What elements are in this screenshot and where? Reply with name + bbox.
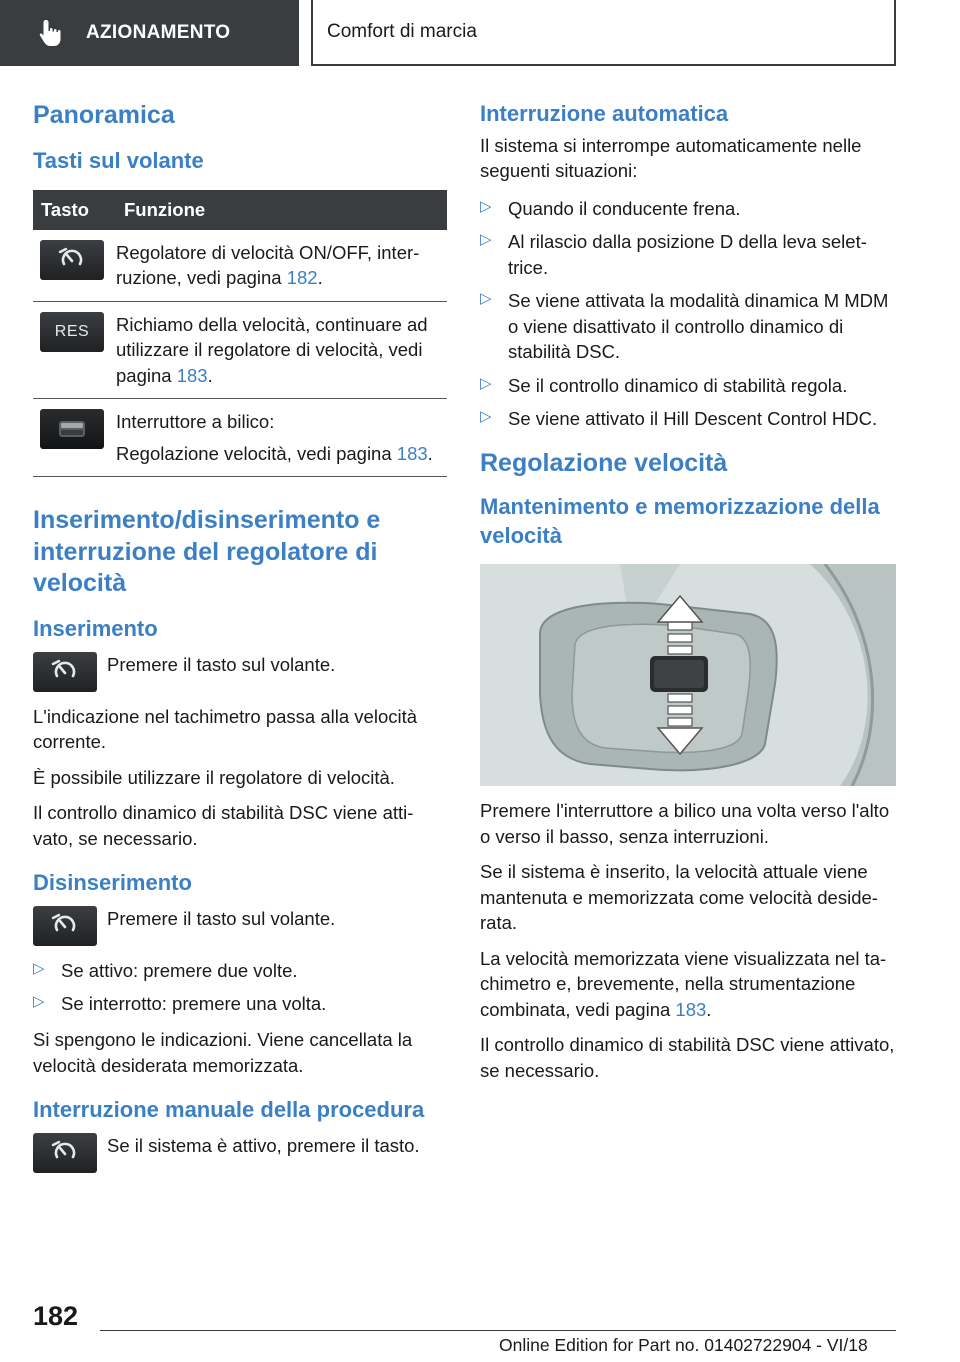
table-header-tasto: Tasto xyxy=(33,190,116,230)
page-number: 182 xyxy=(33,1301,79,1331)
page-link[interactable]: 182 xyxy=(286,267,318,289)
paragraph: Il controllo dinamico di stabilità DSC viene attivato, se necessario. xyxy=(480,1034,895,1081)
function-text-line1: Interruttore a bilico: xyxy=(116,411,275,433)
list-item: ▷ Al rilascio dalla posizione D della leva selettrice. xyxy=(480,231,867,278)
cruise-control-icon xyxy=(33,906,97,946)
triangle-bullet-icon: ▷ xyxy=(480,197,492,215)
disinserimento-instruction: Premere il tasto sul volante. xyxy=(33,906,447,946)
page-title: Panoramica xyxy=(33,101,175,129)
interruzione-instruction: Se il sistema è attivo, premere il tasto. xyxy=(33,1133,447,1173)
table-header-funzione: Funzione xyxy=(116,190,447,230)
triangle-bullet-icon: ▷ xyxy=(33,959,45,977)
triangle-bullet-icon: ▷ xyxy=(480,408,492,426)
steering-wheel-rocker-image xyxy=(480,564,896,786)
hand-pointer-icon xyxy=(38,18,64,48)
table-row xyxy=(33,230,447,302)
list-item: ▷ Se attivo: premere due volte. xyxy=(33,959,298,981)
disinserimento-list xyxy=(33,958,447,1017)
section-title: AZIONAMENTO xyxy=(86,21,231,43)
rocker-switch-icon xyxy=(40,409,104,449)
list-item: ▷ Quando il conducente frena. xyxy=(480,197,741,219)
list-item: ▷ Se il controllo dinamico di stabilità regola. xyxy=(480,374,848,396)
mantenimento-title: Mantenimento e memorizzazione della velocità xyxy=(480,494,880,548)
disinserimento-title: Disinserimento xyxy=(33,870,192,896)
list-item: ▷ Se viene attivata la modalità dinamica M MDM o viene disattivato il controllo dinamico di stabilità DSC. xyxy=(480,290,889,363)
cruise-control-icon xyxy=(40,240,104,280)
interruzione-manuale-title: Interruzione manuale della procedura xyxy=(33,1097,425,1123)
triangle-bullet-icon: ▷ xyxy=(480,231,492,249)
cruise-control-icon xyxy=(33,652,97,692)
list-item: ▷ Se interrotto: premere una volta. xyxy=(33,993,327,1015)
triangle-bullet-icon: ▷ xyxy=(480,290,492,308)
function-text: Regolatore di velocità ON/OFF, interruzione, vedi pagina 182. xyxy=(116,241,420,289)
cruise-control-icon xyxy=(33,1133,97,1173)
paragraph: La velocità memorizzata viene visualizzata nel tachimetro e, brevemente, nella strumentazione combinata, vedi pagina 183. xyxy=(480,947,887,1020)
edition-text: Online Edition for Part no. 01402722904 - VI/18 xyxy=(499,1335,868,1355)
paragraph: È possibile utilizzare il regolatore di velocità. xyxy=(33,766,395,788)
chapter-tab xyxy=(311,0,896,66)
right-column xyxy=(480,100,896,1093)
inserimento-title: Inserimento xyxy=(33,616,158,642)
page-link[interactable]: 183 xyxy=(396,442,428,464)
footer-divider xyxy=(100,1330,896,1331)
list-item: ▷ Se viene attivato il Hill Descent Control HDC. xyxy=(480,408,878,430)
section-title-on-off: Inserimento/disinserimento e interruzione del regolatore di velocità xyxy=(33,506,381,597)
inserimento-instruction: Premere il tasto sul volante. xyxy=(33,652,447,692)
function-text: Richiamo della velocità, continuare ad utilizzare il regolatore di velocità, vedi pagina 183. xyxy=(116,313,428,386)
paragraph: Premere l'interruttore a bilico una volta verso l'alto o verso il basso, senza interruzioni. xyxy=(480,800,890,847)
paragraph: Si spengono le indicazioni. Viene cancellata la velocità desiderata memorizzata. xyxy=(33,1029,413,1076)
paragraph: Il sistema si interrompe automaticamente nelle seguenti situazioni: xyxy=(480,134,862,182)
buttons-table xyxy=(33,190,447,478)
chapter-title: Comfort di marcia xyxy=(327,20,477,42)
page-link[interactable]: 183 xyxy=(675,998,707,1020)
section-tab xyxy=(0,0,299,66)
paragraph: L'indicazione nel tachimetro passa alla velocità corrente. xyxy=(33,705,418,753)
left-column xyxy=(33,100,447,1185)
function-text: Regolazione velocità, vedi pagina 183. xyxy=(116,442,433,464)
subtitle-steering-buttons: Tasti sul volante xyxy=(33,148,204,174)
paragraph: Il controllo dinamico di stabilità DSC viene attivato, se necessario. xyxy=(33,802,414,849)
res-icon: RES xyxy=(40,312,104,352)
interruzione-list xyxy=(480,196,896,432)
table-row xyxy=(33,399,447,477)
page-link[interactable]: 183 xyxy=(176,364,208,386)
table-row xyxy=(33,301,447,399)
interruzione-automatica-title: Interruzione automatica xyxy=(480,101,729,126)
triangle-bullet-icon: ▷ xyxy=(480,374,492,392)
triangle-bullet-icon: ▷ xyxy=(33,993,45,1011)
regolazione-title: Regolazione velocità xyxy=(480,448,728,477)
paragraph: Se il sistema è inserito, la velocità attuale viene mantenuta e memorizzata come velocità desiderata. xyxy=(480,861,878,934)
